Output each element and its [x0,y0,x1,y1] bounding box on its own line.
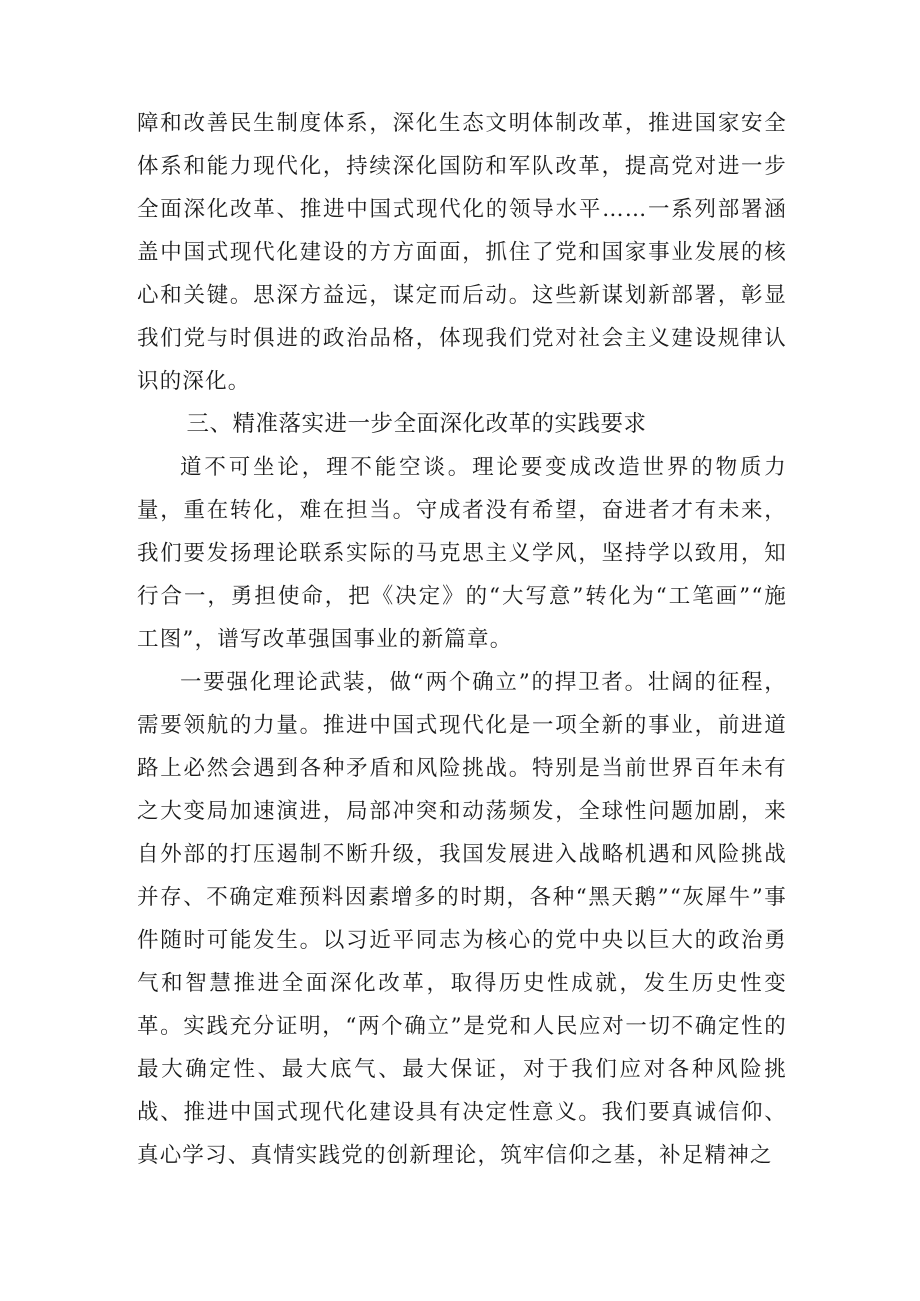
body-paragraph: 障和改善民生制度体系，深化生态文明体制改革，推进国家安全体系和能力现代化，持续深化国防和军队改革，提高党对进一步全面深化改革、推进中国式现代化的领导水平……一系列部署涵盖中国式现代化建设的方方面面，抓住了党和国家事业发展的核心和关键。思深方益远，谋定而后动。这些新谋划新部署，彰显我们党与时俱进的政治品格，体现我们党对社会主义建设规律认识的深化。 [137,111,787,394]
document-body [137,102,787,1177]
body-paragraph: 道不可坐论，理不能空谈。理论要变成改造世界的物质力量，重在转化，难在担当。守成者没有希望，奋进者才有未来，我们要发扬理论联系实际的马克思主义学风，坚持学以致用，知行合一，勇担使命，把《决定》的“大写意”转化为“工笔画”“施工图”，谱写改革强国事业的新篇章。 [137,455,787,652]
section-heading: 三、精准落实进一步全面深化改革的实践要求 [186,411,647,437]
body-paragraph: 一要强化理论武装，做“两个确立”的捍卫者。壮阔的征程，需要领航的力量。推进中国式现代化是一项全新的事业，前进道路上必然会遇到各种矛盾和风险挑战。特别是当前世界百年未有之大变局加速演进，局部冲突和动荡频发，全球性问题加剧，来自外部的打压遏制不断升级，我国发展进入战略机遇和风险挑战并存、不确定难预料因素增多的时期，各种“黑天鹅”“灰犀牛”事件随时可能发生。以习近平同志为核心的党中央以巨大的政治勇气和智慧推进全面深化改革，取得历史性成就，发生历史性变革。实践充分证明，“两个确立”是党和人民应对一切不确定性的最大确定性、最大底气、最大保证，对于我们应对各种风险挑战、推进中国式现代化建设具有决定性意义。我们要真诚信仰、真心学习、真情实践党的创新理论，筑牢信仰之基，补足精神之 [137,670,787,1168]
